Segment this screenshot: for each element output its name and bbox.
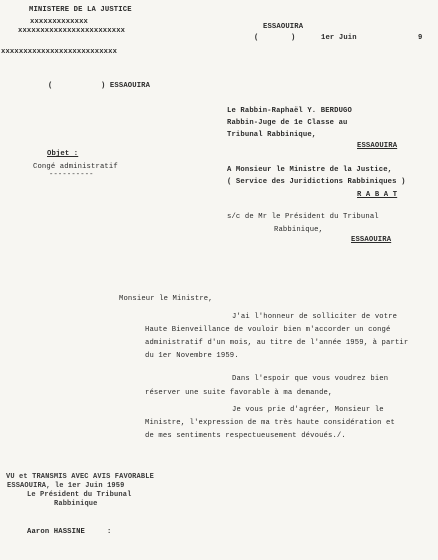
sender-name: Le Rabbin-Raphaël Y. BERDUGO bbox=[227, 107, 352, 115]
signer-colon: : bbox=[107, 528, 112, 536]
separator-x-line: xxxxxxxxxxxxxxxxxxxxxxxx bbox=[18, 27, 126, 35]
via-line-2: Rabbinique, bbox=[274, 226, 324, 234]
date-paren-close: ) bbox=[291, 34, 296, 42]
endorsement-tribunal: Rabbinique bbox=[54, 500, 98, 508]
body-line: Je vous prie d'agréer, Monsieur le bbox=[232, 406, 384, 414]
ministry-title: MINISTERE DE LA JUSTICE bbox=[29, 6, 132, 14]
ref-city: ) ESSAOUIRA bbox=[101, 82, 151, 90]
body-line: Haute Bienveillance de vouloir bien m'accorder un congé bbox=[145, 326, 391, 334]
body-line: administratif d'un mois, au titre de l'année 1959, à partir bbox=[145, 339, 409, 347]
endorsement-line: VU et TRANSMIS AVEC AVIS FAVORABLE bbox=[6, 473, 154, 481]
sender-institution: Tribunal Rabbinique, bbox=[227, 131, 317, 139]
body-line: J'ai l'honneur de solliciter de votre bbox=[232, 313, 398, 321]
endorsement-president: Le Président du Tribunal bbox=[27, 491, 132, 499]
sender-title: Rabbin-Juge de 1e Classe au bbox=[227, 119, 348, 127]
salutation: Monsieur le Ministre, bbox=[119, 295, 213, 303]
recipient-service: ( Service des Juridictions Rabbiniques ) bbox=[227, 178, 406, 186]
body-line: réserver une suite favorable à ma demande, bbox=[145, 389, 333, 397]
body-line: Dans l'espoir que vous voudrez bien bbox=[232, 375, 389, 383]
header-city: ESSAOUIRA bbox=[263, 23, 304, 31]
separator-x-line: xxxxxxxxxxxxxxxxxxxxxxxxxx bbox=[1, 48, 118, 56]
via-line: s/c de Mr le Président du Tribunal bbox=[227, 213, 379, 221]
sender-city: ESSAOUIRA bbox=[357, 142, 398, 150]
letter-date: 1er Juin bbox=[321, 34, 357, 42]
body-line: Ministre, l'expression de ma très haute considération et bbox=[145, 419, 395, 427]
ref-paren-open: ( bbox=[48, 82, 53, 90]
separator-x-line: xxxxxxxxxxxxx bbox=[30, 18, 89, 26]
body-line: du 1er Novembre 1959. bbox=[145, 352, 239, 360]
endorsement-date: ESSAOUIRA, le 1er Juin 1959 bbox=[7, 482, 125, 490]
recipient-line: A Monsieur le Ministre de la Justice, bbox=[227, 166, 393, 174]
signer-name: Aaron HASSINE bbox=[27, 528, 86, 536]
subject-text: Congé administratif bbox=[33, 163, 118, 171]
recipient-city: R A B A T bbox=[357, 191, 398, 199]
letter-year-fragment: 9 bbox=[418, 34, 423, 42]
date-paren-open: ( bbox=[254, 34, 259, 42]
subject-underline: ---------- bbox=[49, 171, 94, 179]
via-city: ESSAOUIRA bbox=[351, 236, 392, 244]
subject-label: Objet : bbox=[47, 150, 79, 158]
body-line: de mes sentiments respectueusement dévoués./. bbox=[145, 432, 346, 440]
